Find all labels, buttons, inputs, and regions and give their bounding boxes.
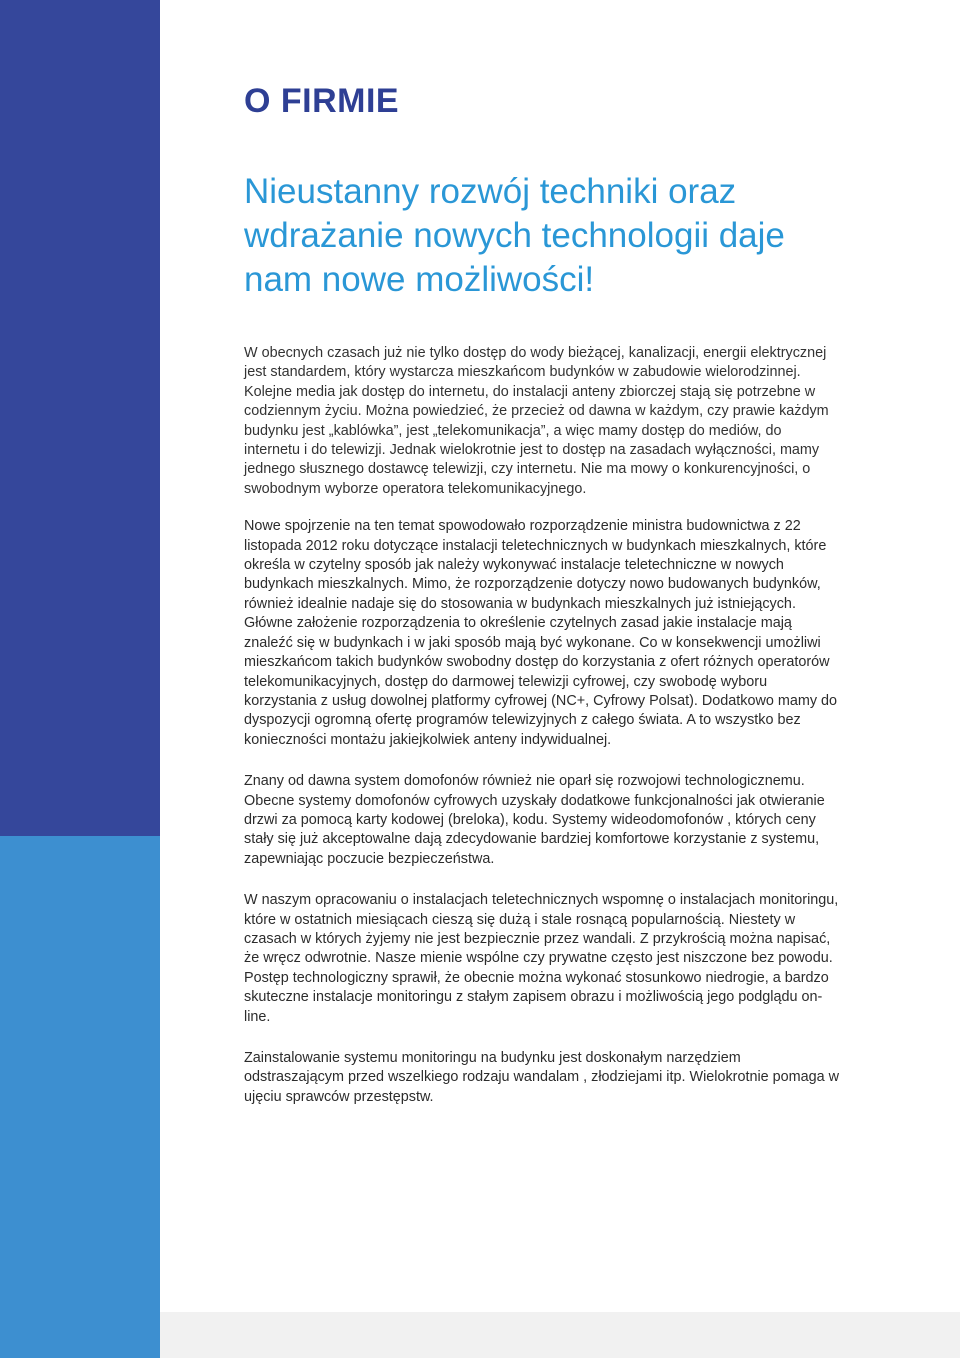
paragraph-monitoring: W naszym opracowaniu o instalacjach teletechnicznych wspomnę o instalacjach monitoringu, które w ostatnich miesiącach cieszą się dużą i stale rosnącą popularnością. Niestety w czasach w których żyjemy nie jest bezpiecznie przez wandali. Z przykrością można napisać, że wręcz odwrotnie. Nasze mienie wspólne czy prywatne często jest niszczone bez powodu. Postęp technologiczny sprawił, że obecnie można wykonać stosunkowo niedrogie, a bardzo skuteczne instalacje monitoringu z stałym zapisem obrazu i możliwością jego podglądu on-line. [244, 892, 839, 1025]
paragraph-intro: W obecnych czasach już nie tylko dostęp do wody bieżącej, kanalizacji, energii elektrycznej jest standardem, który wystarcza mieszkańcom budynków w zabudowie wielorodzinnej. Kolejne media jak dostęp do internetu, do instalacji anteny zbiorczej stają się potrzebne w codziennym życiu. Można powiedzieć, że przecież od dawna w każdym, czy prawie każdym budynku jest „kablówka”, jest „telekomunikacja”, a więc mamy dostęp do mediów, do internetu i do telewizji. Jednak wielokrotnie jest to dostęp na zasadach wyłączności, mamy jednego słusznego dostawcę telewizji, czy internetu. Nie ma mowy o konkurencyjności, o swobodnym wyborze operatora telekomunikacyjnego. [244, 345, 829, 497]
sidebar-dark-blue-band [0, 0, 160, 836]
page-title: O FIRMIE [244, 82, 400, 120]
footer-strip [160, 1312, 960, 1358]
paragraph-conclusion: Zainstalowanie systemu monitoringu na budynku jest doskonałym narzędziem odstraszającym przed wszelkiego rodzaju wandalam , złodziejami itp. Wielokrotnie pomaga w ujęciu sprawców przestępstw. [244, 1050, 840, 1105]
article [244, 80, 840, 1107]
paragraph-intercom: Znany od dawna system domofonów również nie oparł się rozwojowi technologicznemu. Obecne systemy domofonów cyfrowych uzyskały dodatkowe funkcjonalności jak otwieranie drzwi za pomocą karty kodowej (breloka), kodu. Systemy wideodomofonów , których ceny stały się już akceptowalne dają zdecydowanie bardziej komfortowe korzystanie z systemu, zapewniając poczucie bezpieczeństwa. [244, 773, 825, 867]
headline: Nieustanny rozwój techniki oraz wdrażanie nowych technologii daje nam nowe możliwości! [244, 172, 785, 299]
paragraph-regulation: Nowe spojrzenie na ten temat spowodowało rozporządzenie ministra budownictwa z 22 listopada 2012 roku dotyczące instalacji teletechnicznych w budynkach mieszkalnych, które określa w czytelny sposób jak należy wykonywać instalacje teletechniczne w nowych budynkach mieszkalnych. Mimo, że rozporządzenie dotyczy nowo budowanych budynków, również idealnie nadaje się do stosowania w budynkach mieszkalnych już istniejących. Główne założenie rozporządzenia to określenie czytelnych zasad jakie instalacje mają znaleźć się w budynkach i w jaki sposób mają być wykonane. Co w konsekwencji umożliwi mieszkańcom takich budynków swobodny dostęp do korzystania z ofert różnych operatorów telekomunikacyjnych, dostęp do darmowej telewizji cyfrowej, czy swobodę wyboru korzystania z usług dowolnej platformy cyfrowej (NC+, Cyfrowy Polsat). Dodatkowo mamy do dyspozycji ogromną ofertę programów telewizyjnych z całego świata. A to wszystko bez konieczności montażu jakiejkolwiek anteny indywidualnej. [244, 518, 838, 748]
sidebar-light-blue-band [0, 836, 160, 1358]
